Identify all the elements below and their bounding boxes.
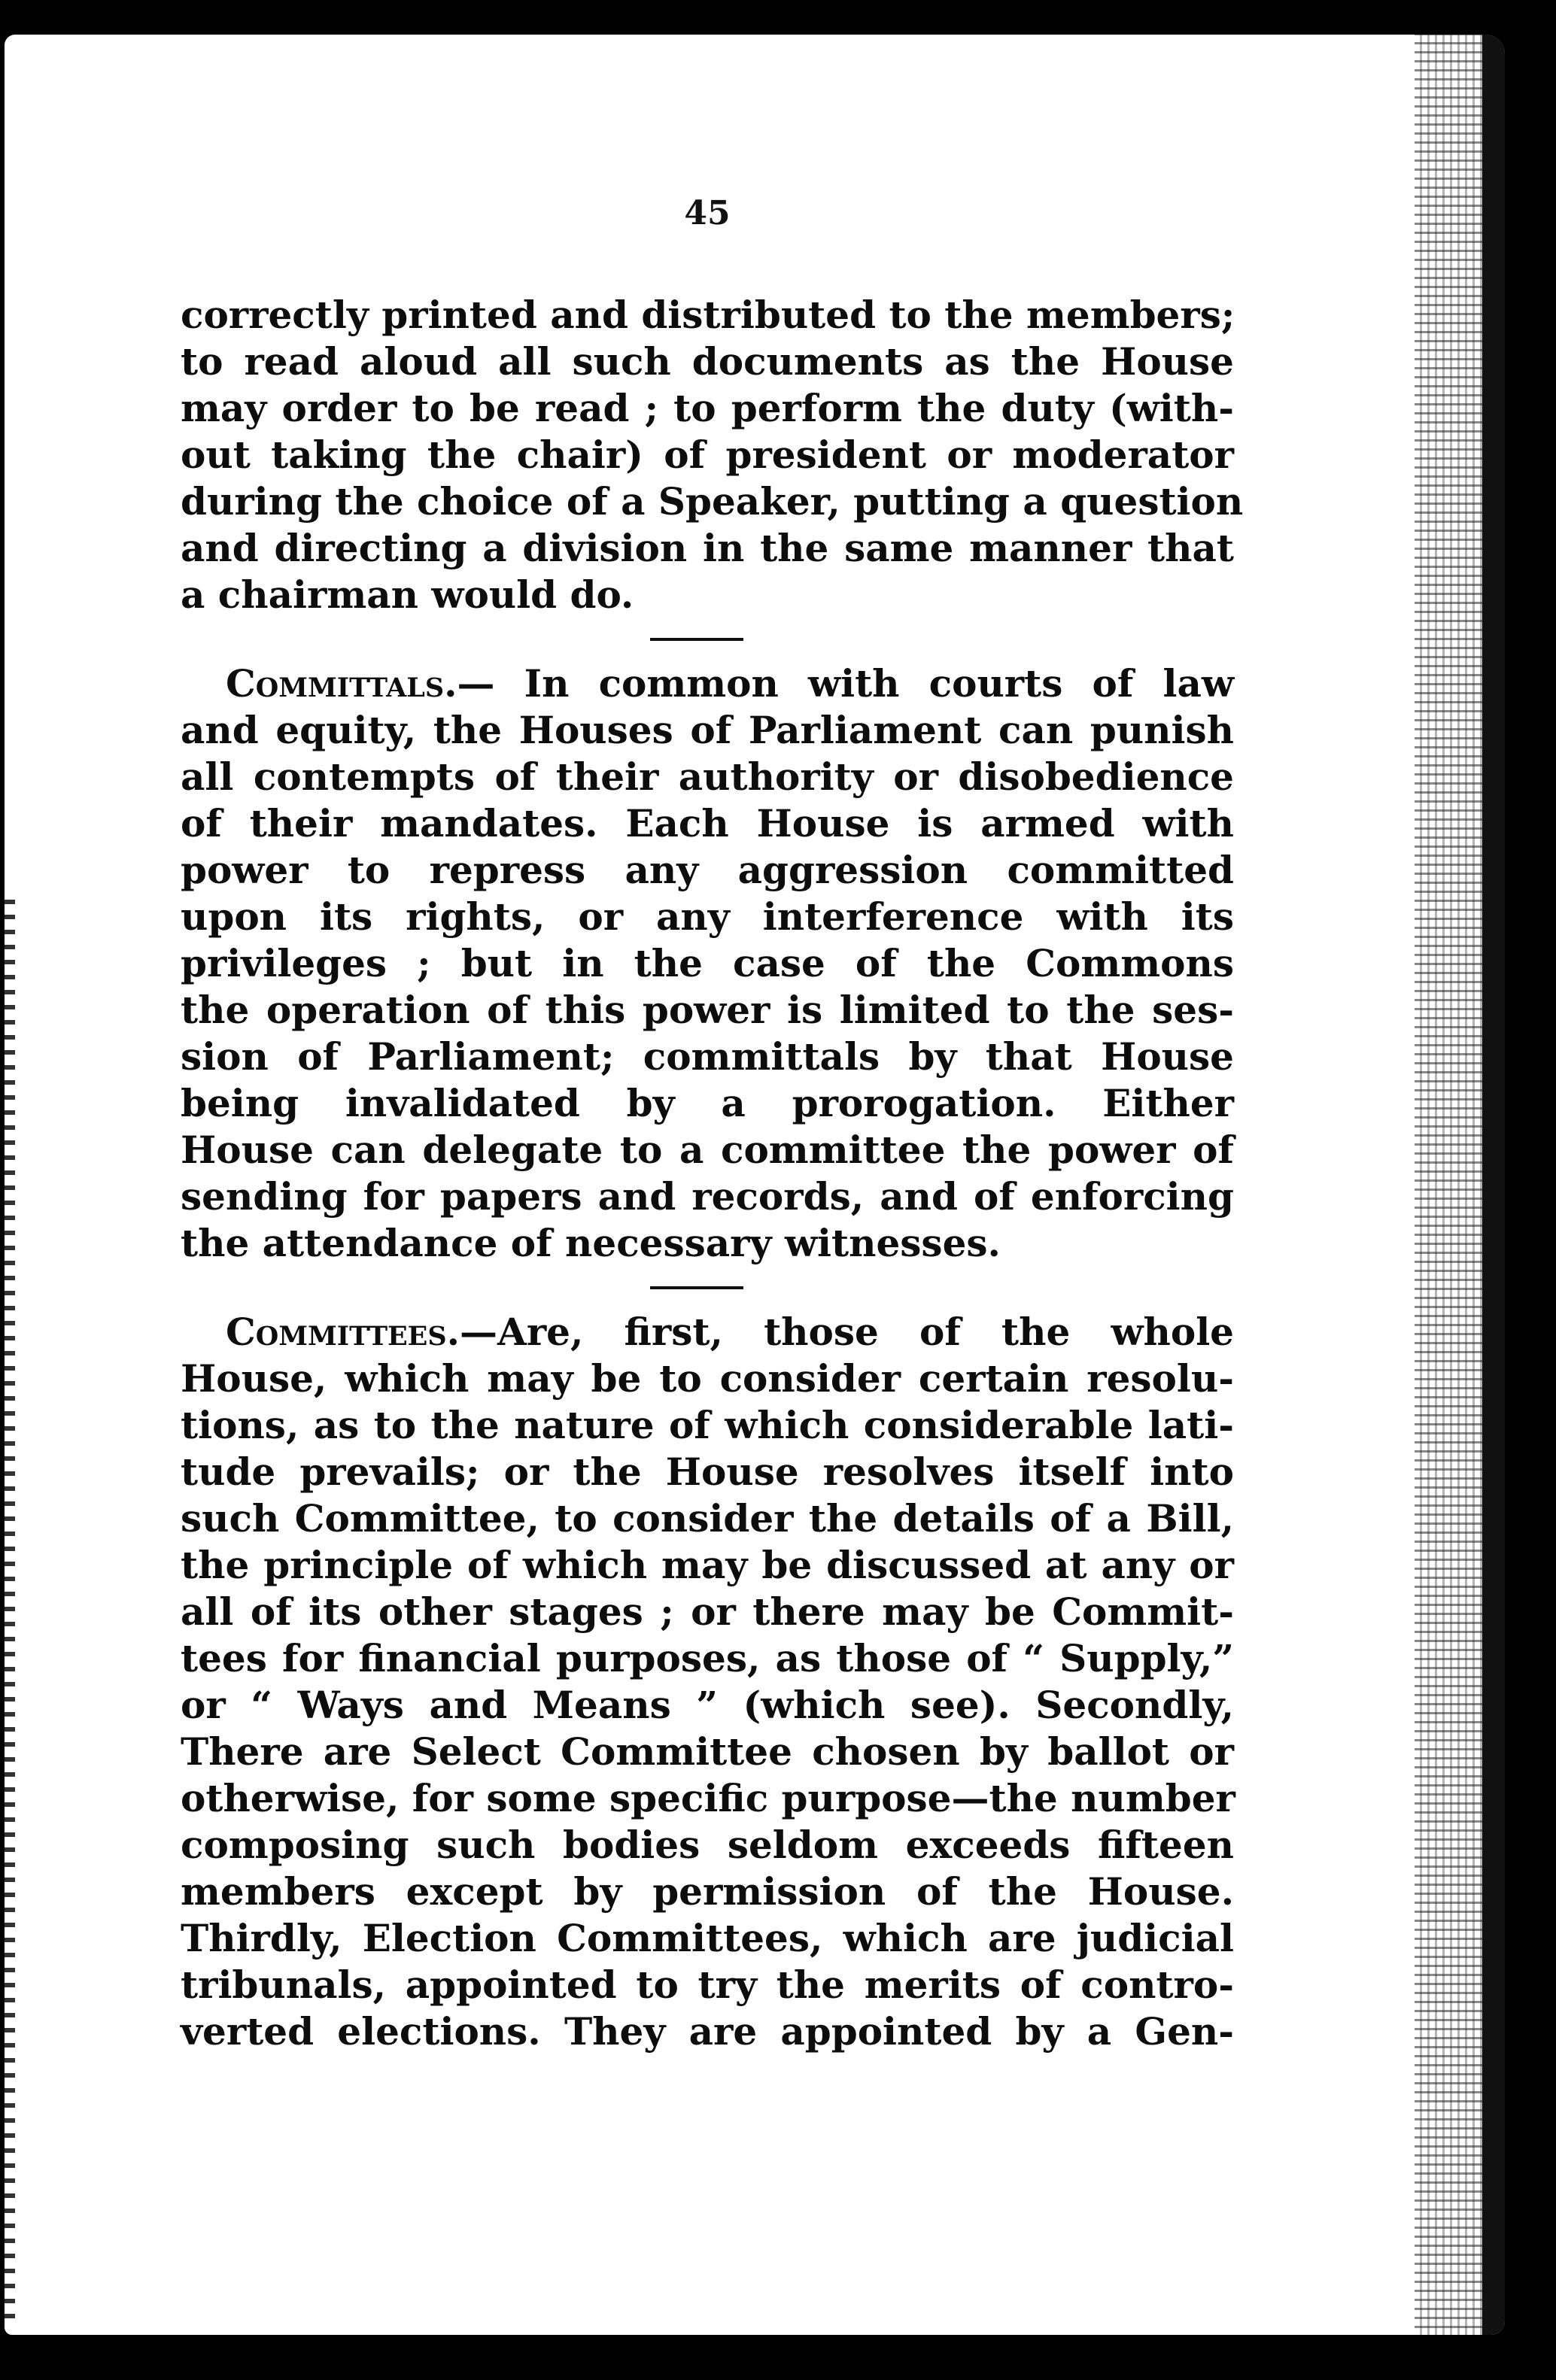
text-line: all of its other stages ; or there may be Commit- [181, 1589, 1234, 1634]
text-line: upon its rights, or any interference with its [181, 894, 1234, 939]
text-line-first [181, 1309, 1234, 1355]
text-line: correctly printed and distributed to the members; [181, 293, 1235, 337]
text-line: House, which may be to consider certain resolu- [181, 1356, 1234, 1401]
text-line: There are Select Committee chosen by ballot or [181, 1729, 1234, 1774]
paragraph-continuation [181, 292, 1244, 618]
text-fragment: — In common with courts of law [457, 661, 1234, 706]
text-line-first [181, 660, 1234, 707]
text-line: House can delegate to a committee the power of [181, 1128, 1234, 1172]
gutter-edge [1482, 35, 1505, 2335]
paragraph-committals [181, 660, 1234, 1267]
text-line: and equity, the Houses of Parliament can punish [181, 708, 1234, 752]
text-line: and directing a division in the same manner that [181, 526, 1234, 570]
text-line: tude prevails; or the House resolves itself into [181, 1450, 1234, 1494]
text-line: members except by permission of the House. [181, 1869, 1234, 1914]
section-heading-committals: Committals. [226, 661, 457, 706]
text-line: all contempts of their authority or disobedience [181, 754, 1234, 799]
text-line: tribunals, appointed to try the merits of contro- [181, 1963, 1234, 2007]
text-line: of their mandates. Each House is armed with [181, 801, 1234, 845]
text-line: otherwise, for some specific purpose—the number [181, 1776, 1235, 1820]
text-line: sending for papers and records, and of enforcing [181, 1174, 1234, 1219]
section-divider [650, 638, 743, 641]
text-line: verted elections. They are appointed by a Gen- [181, 2009, 1234, 2054]
text-fragment: —Are, first, those of the whole [460, 1310, 1234, 1354]
text-line: a chairman would do. [181, 572, 634, 617]
paragraph-committees [181, 1309, 1234, 2055]
text-line: tees for financial purposes, as those of “ Supply,” [181, 1636, 1234, 1680]
text-line: Thirdly, Election Committees, which are judicial [181, 1916, 1234, 1960]
text-line: to read aloud all such documents as the House [181, 339, 1234, 384]
text-line: privileges ; but in the case of the Commons [181, 941, 1234, 985]
text-line: tions, as to the nature of which considerable lati- [181, 1403, 1234, 1447]
text-line: being invalidated by a prorogation. Either [181, 1081, 1234, 1125]
section-heading-committees: Committees. [226, 1310, 460, 1354]
text-line: power to repress any aggression committed [181, 848, 1234, 892]
section-divider [650, 1286, 743, 1289]
text-line: the operation of this power is limited to the ses- [181, 988, 1234, 1032]
page-number: 45 [684, 194, 731, 232]
text-line: out taking the chair) of president or moderator [181, 433, 1234, 477]
text-line: may order to be read ; to perform the duty (with- [181, 386, 1234, 430]
text-line: or “ Ways and Means ” (which see). Secondly, [181, 1683, 1234, 1727]
text-block [181, 292, 1244, 2055]
text-line: the attendance of necessary witnesses. [181, 1221, 1001, 1265]
text-line: the principle of which may be discussed at any or [181, 1543, 1234, 1587]
text-line: such Committee, to consider the details of a Bill, [181, 1496, 1234, 1541]
text-line: sion of Parliament; committals by that House [181, 1034, 1234, 1079]
text-line: composing such bodies seldom exceeds fifteen [181, 1823, 1234, 1867]
text-line: during the choice of a Speaker, putting a question [181, 479, 1244, 524]
left-edge-bleed [5, 900, 15, 2329]
